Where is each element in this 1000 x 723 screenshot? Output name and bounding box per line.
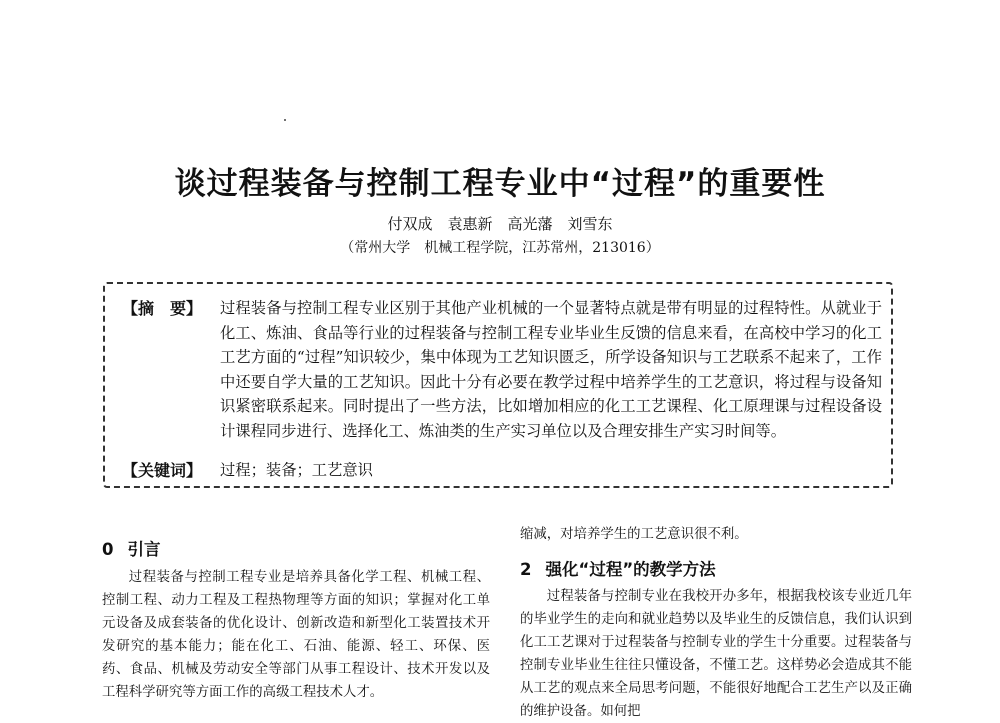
section-2-body: 过程装备与控制专业在我校开办多年，根据我校该专业近几年的毕业学生的走向和就业趋势以及毕业生的反馈信息，我们认识到化工工艺课对于过程装备与控制专业的学生十分重要。过程装备与控制专业毕业生往往只懂设备，不懂工艺。这样势必会造成其不能从工艺的观点来全局思考问题，不能很好地配合工艺生产以及正确的维护设备。如何把 <box>520 589 912 719</box>
paper-title: 谈过程装备与控制工程专业中“过程”的重要性 <box>174 166 826 202</box>
section-2-number: 2 <box>520 560 532 579</box>
section-0-heading <box>102 536 160 560</box>
section-0-title: 引言 <box>127 540 161 559</box>
right-column-continuation: 缩减，对培养学生的工艺意识很不利。 <box>520 527 748 542</box>
author-list: 付双成 袁惠新 高光藩 刘雪东 <box>387 215 613 233</box>
abstract-label: 【摘 要】 <box>122 299 203 318</box>
scan-speck <box>284 119 286 121</box>
section-2-title: 强化“过程”的教学方法 <box>545 560 716 579</box>
section-0-body: 过程装备与控制工程专业是培养具备化学工程、机械工程、控制工程、动力工程及工程热物理等方面的知识；掌握对化工单元设备及成套装备的优化设计、创新改造和新型化工装置技术开发研究的基本能力；能在化工、石油、能源、轻工、环保、医药、食品、机械及劳动安全等部门从事工程设计、技术开发以及工程科学研究等方面工作的高级工程技术人才。 <box>102 570 490 700</box>
section-2-heading <box>520 556 716 580</box>
affiliation: （常州大学 机械工程学院，江苏常州，213016） <box>340 240 660 256</box>
keywords-label: 【关键词】 <box>122 461 203 480</box>
abstract-text: 过程装备与控制工程专业区别于其他产业机械的一个显著特点就是带有明显的过程特性。从就业于化工、炼油、食品等行业的过程装备与控制工程专业毕业生反馈的信息来看，在高校中学习的化工工艺方面的“过程”知识较少，集中体现为工艺知识匮乏，所学设备知识与工艺联系不起来了，工作中还要自学大量的工艺知识。因此十分有必要在教学过程中培养学生的工艺意识，将过程与设备知识紧密联系起来。同时提出了一些方法，比如增加相应的化工工艺课程、化工原理课与过程设备设计课程同步进行、选择化工、炼油类的生产实习单位以及合理安排生产实习时间等。 <box>220 299 882 440</box>
section-0-number: 0 <box>102 540 114 559</box>
keywords-text: 过程；装备；工艺意识 <box>220 461 373 479</box>
